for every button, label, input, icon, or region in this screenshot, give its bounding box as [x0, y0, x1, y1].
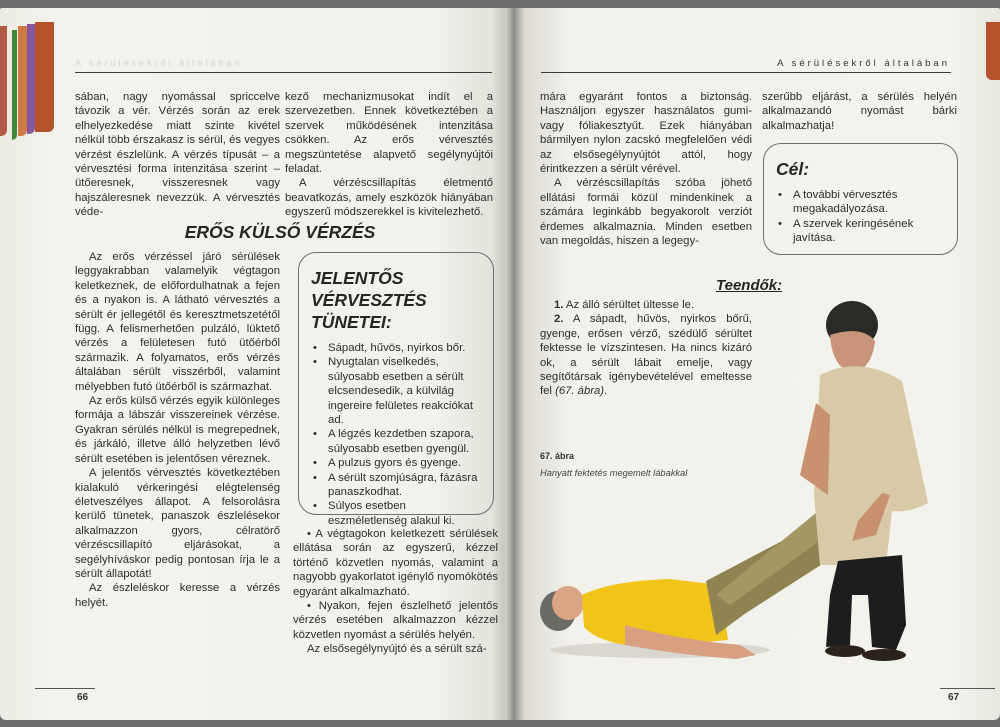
- left-col1-top: [75, 90, 280, 220]
- symptoms-box: [298, 252, 494, 527]
- symptom-item: • Sápadt, hűvös, nyirkos bőr.: [313, 342, 466, 354]
- header-rule-right: [541, 72, 951, 73]
- symptom-item: • A pulzus gyors és gyenge.: [313, 457, 461, 470]
- goal-box: [763, 143, 958, 255]
- helper-shoe-right: [862, 649, 906, 661]
- todo-step: 1. Az álló sérültet ültesse le.: [554, 299, 695, 311]
- left-col2-top: [285, 90, 493, 220]
- footer-rule-right: [940, 688, 995, 689]
- edge-tab-orange: [18, 26, 27, 136]
- bullet-icon: •: [313, 356, 317, 369]
- paragraph: Az erős külső vérzés egyik különleges formája a lábszár visszereinek vérzése. Gyakran sérülés nélkül is megrepednek, és járkáló, illetve álló helyzetben lévő sérült esetében is jelentősen véreznek.: [75, 395, 280, 465]
- running-head-left: A sérülésekről általában: [75, 58, 243, 68]
- edge-tab-right: [986, 22, 1000, 80]
- book-gutter: [505, 8, 525, 720]
- figure-caption: Hanyatt fektetés megemelt lábakkal: [540, 468, 688, 478]
- paragraph: Az erős vérzéssel járó sérülések leggyakrabban valamelyik végtagon keletkeznek, de előfordulhatnak a fejen és a nyakon is. A látható vérvesztés a sérült ér jellegétől és keresztmetszetétől függ. A felismerhetően pulzáló, lüktető vérzés a felületesen futó ütőérből származik. A folyamatos, erős vérzés általában sérült visszérből, valamint mélyebben futó ütőérből is származhat.: [75, 251, 280, 393]
- bullet-icon: •: [778, 189, 782, 201]
- edge-tab-purple: [27, 24, 35, 134]
- running-head-right: A sérülésekről általában: [777, 58, 950, 69]
- figure-number: 67. ábra: [540, 451, 575, 461]
- bullet-icon: •: [313, 500, 317, 513]
- todo-title: Teendők:: [716, 277, 783, 294]
- paragraph: szerűbb eljárást, a sérülés helyén alkalmazandó nyomást bárki alkalmazhatja!: [762, 91, 957, 132]
- helper-arm-left: [800, 403, 830, 495]
- page-number-left: 66: [77, 692, 89, 703]
- symptom-item: • A légzés kezdetben szapora, súlyosabb esetben gyengül.: [313, 428, 474, 455]
- paragraph: kező mechanizmusokat indít el a szervezetben. Ennek következtében a szervek működésének intenzitása csökken. Az erős vérvesztés megszüntetése alapvető segélynyújtói feladat.: [285, 91, 493, 176]
- right-col1: [540, 90, 752, 248]
- goal-item: • A további vérvesztés megakadályozása.: [778, 189, 898, 216]
- figure-photo: [530, 295, 970, 665]
- chapter-edge-tabs: [0, 22, 56, 132]
- paragraph: • Nyakon, fejen észlelhető jelentős vérzés esetében alkalmazzon kézzel közvetlen nyomást a sérülés helyén.: [293, 600, 498, 641]
- bullet-icon: •: [313, 471, 317, 484]
- symptoms-list: [311, 341, 483, 528]
- bullet-icon: •: [778, 217, 782, 230]
- goal-list: [776, 188, 947, 246]
- goal-title: Cél:: [776, 159, 810, 179]
- left-col2-bottom: [293, 527, 498, 657]
- paragraph: A vérzéscsillapítás szóba jöhető ellátási formái közül mindenkinek a számára leginkább begyakorolt verziót érdemes alkalmaznia. Minden esetben van megoldás, hiszen a legegy-: [540, 177, 752, 248]
- symptom-item: • Nyugtalan viselkedés, súlyosabb esetben a sérült elcsendesedik, a külvilág ingereire felületes reakciókat ad.: [313, 356, 473, 427]
- header-rule-left: [75, 72, 492, 73]
- todo-step: 2. A sápadt, hűvös, nyirkos bőrű, gyenge, erősen vérző, szédülő sérültet fektesse le vízszintesen. Ha nincs kizáró ok, a sérült lábait emelje, vagy segítőtársak igénybevételével emeltesse fel (67. ábra).: [540, 313, 752, 398]
- paragraph: sában, nagy nyomással spriccelve távozik a vér. Vérzés során az erek elhelyezkedése miatt szinte kivétel nélkül több érszakasz is sérül, és vegyes vérzést észlelünk. A vérzés típusát – a vérvesztési forma intenzitása szerint – ütőeresnek, visszeresnek vagy hajszáleresnek nevezzük. A vérvesztés véde-: [75, 91, 280, 219]
- symptom-item: • Súlyos esetben eszméletlenség alakul ki.: [313, 500, 455, 527]
- symptom-item: • A sérült szomjúságra, fázásra panaszkodhat.: [313, 471, 478, 499]
- symptoms-title-line2: VÉRVESZTÉS TÜNETEI:: [311, 290, 427, 332]
- standing-helper: [800, 301, 928, 661]
- left-col1-bottom: [75, 250, 280, 610]
- helper-shoe-left: [825, 645, 865, 657]
- bullet-icon: •: [313, 342, 317, 354]
- helper-trousers: [826, 555, 906, 650]
- symptoms-title-line1: JELENTŐS: [311, 268, 404, 288]
- footer-rule-left: [35, 688, 95, 689]
- paragraph: • A végtagokon keletkezett sérülések ellátása során az egyszerű, kézzel történő közvetlen nyomás, valamint a nagyobb gyakorlatot igénylő nyomókötés egyaránt alkalmazható.: [293, 528, 498, 598]
- goal-item: • A szervek keringésének javítása.: [778, 217, 914, 245]
- page-number-right: 67: [948, 692, 960, 703]
- paragraph: Az észleléskor keresse a vérzés helyét.: [75, 582, 280, 609]
- bullet-icon: •: [313, 457, 317, 470]
- section-title: ERŐS KÜLSŐ VÉRZÉS: [184, 222, 376, 242]
- figure-reference: (67. ábra): [555, 385, 605, 398]
- paragraph: mára egyaránt fontos a biztonság. Használjon egyszer használatos gumi- vagy fóliakesztyűt. Ezek hiányában bármilyen nylon zacskó megfelelően védi az elsősegélynyújtót attól, hogy érintkezzen a sérült vérével.: [540, 91, 752, 176]
- casualty-face: [552, 586, 584, 620]
- paragraph: A jelentős vérvesztés következtében kialakuló vérkeringési elégtelenség életveszélyes állapot. A felsorolásra kerülő tünetek, panaszok észlelésekor alkalmazzon gyors, célratörő vérzéscsillapító eljárásokat, a segélyhíváskor pedig pontosan írja le a sérült állapotát!: [75, 467, 280, 580]
- edge-tab-red: [0, 26, 7, 136]
- edge-tab-rust: [35, 22, 54, 132]
- right-col2: [762, 90, 957, 133]
- paragraph: A vérzéscsillapítás életmentő beavatkozás, amely eszközök hiányában egyszerű módszerekkel is kivitelezhető.: [285, 177, 493, 219]
- edge-tab-green: [12, 30, 17, 140]
- bullet-icon: •: [313, 428, 317, 441]
- paragraph: Az elsősegélynyújtó és a sérült szá-: [307, 643, 487, 656]
